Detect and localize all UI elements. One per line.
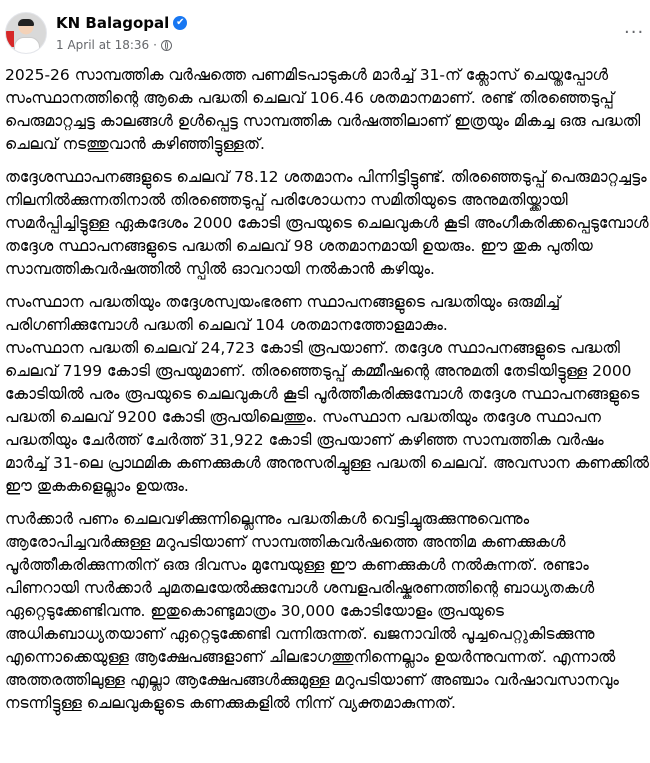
post-meta [56, 37, 172, 53]
post-body [5, 64, 650, 725]
post-paragraph: സർക്കാർ പണം ചെലവഴിക്കുന്നില്ലെന്നും പദ്ധതികൾ വെട്ടിച്ചുരുക്കുന്നുവെന്നും ആരോപിച്ചവർക്കുള്ള മറുപടിയാണ് സാമ്പത്തികവർഷത്തെ അന്തിമ കണക്കുകൾ പൂർത്തീകരിക്കുന്നതിന് ഒരു ദിവസം മുമ്പേയുള്ള ഈ കണക്കുകൾ നൽകുന്നത്. രണ്ടാം പിണറായി സർക്കാർ ചുമതലയേൽക്കുമ്പോൾ ശമ്പളപരിഷ്കരണത്തിന്റെ ബാധ്യതകൾ ഏറ്റെടുക്കേണ്ടിവന്നു. ഇതുകൊണ്ടുമാത്രം 30,000 കോടിയോളം രൂപയുടെ അധികബാധ്യതയാണ് ഏറ്റെടുക്കേണ്ടി വന്നിരുന്നത്. ഖജനാവിൽ പൂച്ചപെറ്റുകിടക്കുന്നു എന്നൊക്കെയുള്ള ആക്ഷേപങ്ങളാണ് ചിലഭാഗത്തുനിന്നെല്ലാം ഉയർന്നുവന്നത്. എന്നാൽ അത്തരത്തിലുള്ള എല്ലാ ആക്ഷേപങ്ങൾക്കുമുള്ള മറുപടിയാണ് അഞ്ചാം വർഷാവസാനവും നടന്നിട്ടുള്ള ചെലവുകളുടെ കണക്കുകളിൽ നിന്ന് വ്യക്തമാകുന്നത്. [5, 510, 619, 712]
author-row [56, 13, 187, 33]
post-paragraph: 2025-26 സാമ്പത്തിക വർഷത്തെ പണമിടപാടുകൾ മാർച്ച് 31-ന് ക്ലോസ് ചെയ്തപ്പോൾ സംസ്ഥാനത്തിന്റെ ആകെ പദ്ധതി ചെലവ് 106.46 ശതമാനമാണ്. രണ്ട് തിരഞ്ഞെടുപ്പ് പെരുമാറ്റച്ചട്ട കാലങ്ങൾ ഉൾപ്പെട്ട സാമ്പത്തിക വർഷത്തിലാണ് ഇത്രയും മികച്ച ഒരു പദ്ധതി ചെലവ് നടത്തുവാൻ കഴിഞ്ഞിട്ടുള്ളത്. [5, 66, 641, 153]
avatar-shirt-shape [14, 37, 40, 54]
post-paragraph: തദ്ദേശസ്ഥാപനങ്ങളുടെ ചെലവ് 78.12 ശതമാനം പിന്നിട്ടിട്ടുണ്ട്. തിരഞ്ഞെടുപ്പ് പെരുമാറ്റച്ചട്ടം നിലനിൽക്കുന്നതിനാൽ തിരഞ്ഞെടുപ്പ് പരിശോധനാ സമിതിയുടെ അനുമതിയ്ക്കായി സമർപ്പിച്ചിട്ടുള്ള ഏകദേശം 2000 കോടി രൂപയുടെ ചെലവുകൾ കൂടി അംഗീകരിക്കപ്പെടുമ്പോൾ തദ്ദേശ സ്ഥാപനങ്ങളുടെ പദ്ധതി ചെലവ് 98 ശതമാനമായി ഉയരും. ഈ തുക പുതിയ സാമ്പത്തികവർഷത്തിൽ സ്പിൽ ഓവറായി നൽകാൻ കഴിയും. [5, 168, 649, 278]
post-paragraph: സംസ്ഥാന പദ്ധതിയും തദ്ദേശസ്വയംഭരണ സ്ഥാപനങ്ങളുടെ പദ്ധതിയും ഒരുമിച്ച് പരിഗണിക്കുമ്പോൾ പദ്ധതി ചെലവ് 104 ശതമാനത്തോളമാകും. സംസ്ഥാന പദ്ധതി ചെലവ് 24,723 കോടി രൂപയാണ്. തദ്ദേശ സ്ഥാപനങ്ങളുടെ പദ്ധതി ചെലവ് 7199 കോടി രൂപയുമാണ്. തിരഞ്ഞെടുപ്പ് കമ്മീഷന്റെ അനുമതി തേടിയിട്ടുള്ള 2000 കോടിയിൽ പരം രൂപയുടെ ചെലവുകൾ കൂടി പൂർത്തീകരിക്കുമ്പോൾ തദ്ദേശ സ്ഥാപനങ്ങളുടെ പദ്ധതി ചെലവ് 9200 കോടി രൂപയിലെത്തും. സംസ്ഥാന പദ്ധതിയും തദ്ദേശ സ്ഥാപന പദ്ധതിയും ചേർത്ത് ചേർത്ത് 31,922 കോടി രൂപയാണ് കഴിഞ്ഞ സാമ്പത്തിക വർഷം മാർച്ച് 31-ലെ പ്രാഥമിക കണക്കുകൾ അനുസരിച്ചുള്ള പദ്ധതി ചെലവ്. അവസാന കണക്കിൽ ഈ തുകകളെല്ലാം ഉയരും. [5, 293, 650, 495]
avatar-hair-shape [18, 19, 34, 26]
avatar-flag-shape [5, 31, 14, 47]
author-avatar[interactable] [5, 12, 47, 54]
globe-icon[interactable] [161, 40, 172, 51]
post-header [0, 0, 650, 58]
verified-badge-icon: ✔ [173, 16, 187, 30]
author-name[interactable]: KN Balagopal [56, 14, 170, 32]
more-options-icon[interactable]: ··· [624, 22, 645, 43]
meta-separator: · [153, 38, 157, 52]
post-timestamp[interactable]: 1 April at 18:36 [56, 38, 150, 52]
